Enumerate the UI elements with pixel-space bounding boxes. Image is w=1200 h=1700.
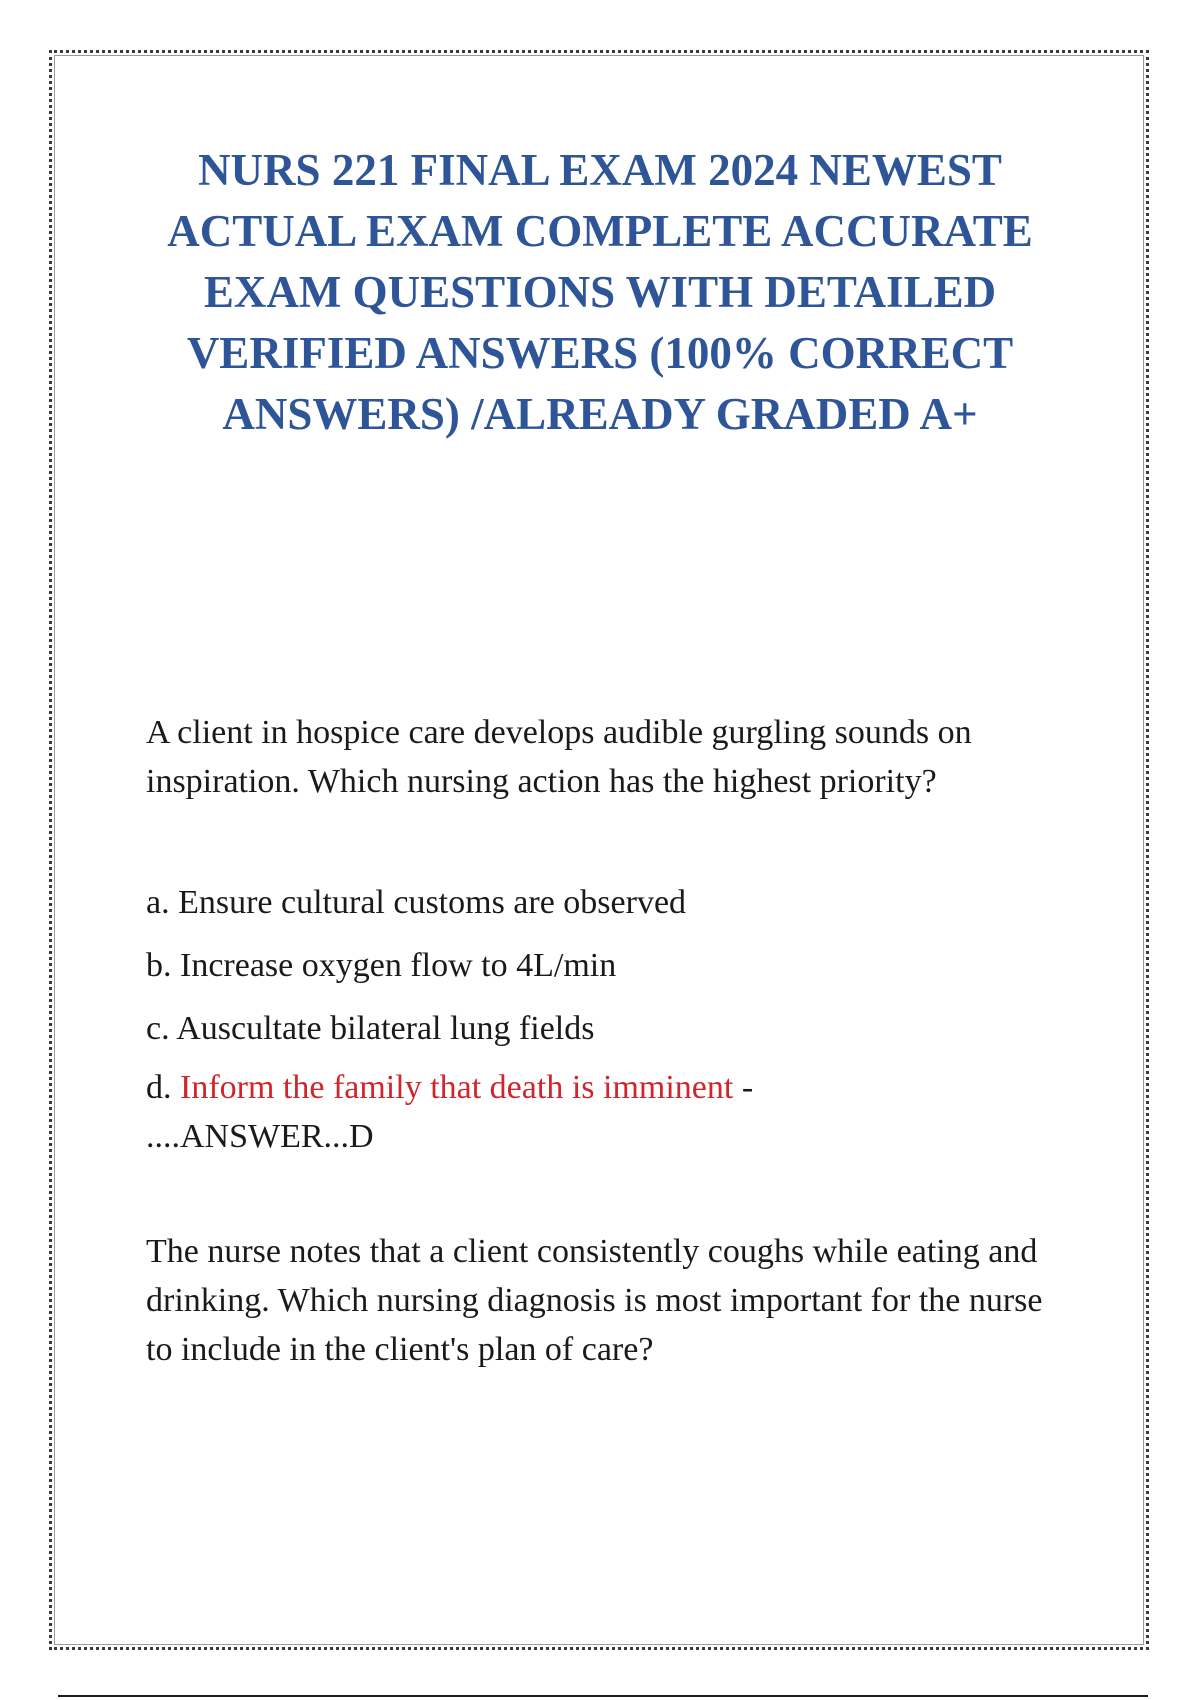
question-1-option-b [146, 941, 1046, 990]
option-suffix: - [733, 1069, 754, 1106]
bottom-divider [58, 1695, 1148, 1697]
option-text: Auscultate bilateral lung fields [176, 1010, 595, 1047]
document-title: NURS 221 FINAL EXAM 2024 NEWEST ACTUAL EXAM COMPLETE ACCURATE EXAM QUESTIONS WITH DETAILED VERIFIED ANSWERS (100% CORRECT ANSWERS) /ALREADY GRADED A+ [167, 145, 1033, 439]
option-letter: b. [146, 947, 180, 984]
correct-option-text: Inform the family that death is imminent [180, 1069, 734, 1106]
question-1-option-a [146, 878, 1046, 927]
option-letter: a. [146, 884, 179, 921]
question-1-option-d [146, 1063, 1046, 1112]
option-letter: c. [146, 1010, 177, 1047]
question-1-answer: ....ANSWER...D [146, 1118, 374, 1155]
question-1-stem: A client in hospice care develops audible gurgling sounds on inspiration. Which nursing action has the highest priority? [146, 714, 972, 800]
question-1-option-c [146, 1004, 1046, 1053]
option-text: Increase oxygen flow to 4L/min [180, 947, 617, 984]
document-body [146, 708, 1046, 1374]
option-text: Ensure cultural customs are observed [178, 884, 687, 921]
question-2-stem: The nurse notes that a client consistently coughs while eating and drinking. Which nursing diagnosis is most important for the nurse to include in the client's plan of care? [146, 1233, 1043, 1368]
option-letter: d. [146, 1069, 180, 1106]
